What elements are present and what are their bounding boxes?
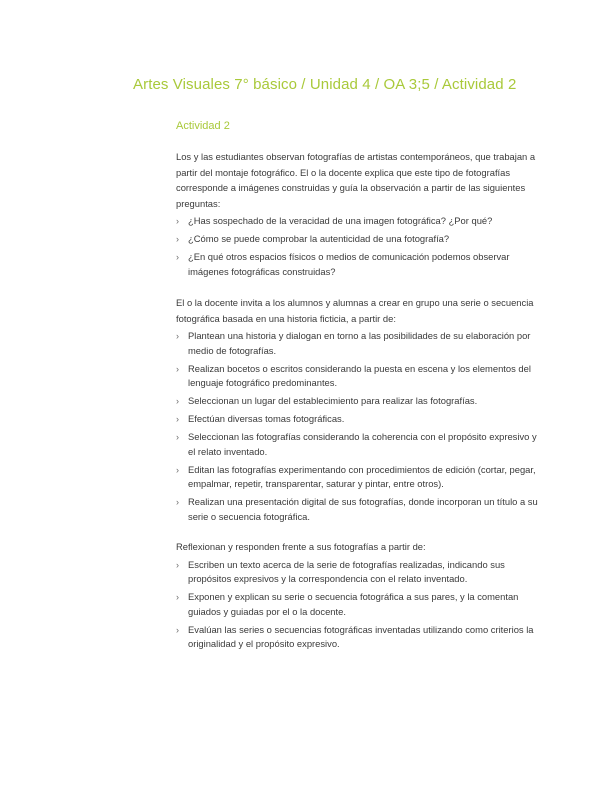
activity-content [176, 120, 546, 655]
chevron-right-icon: › [176, 331, 179, 341]
list-item: › Seleccionan las fotografías considerando la coherencia con el propósito expresivo y el relato inventado. [176, 431, 537, 457]
chevron-right-icon: › [176, 624, 179, 635]
reflect-paragraph: Reflexionan y responden frente a sus fotografías a partir de: [176, 541, 426, 552]
chevron-right-icon: › [176, 464, 179, 475]
activity-title: Actividad 2 [176, 120, 230, 132]
reflections-list [176, 558, 546, 652]
list-item: › Editan las fotografías experimentando con procedimientos de edición (cortar, pegar, empalmar, repetir, transparentar, saturar y pintar, entre otros). [176, 463, 536, 489]
list-item: › Seleccionan un lugar del establecimiento para realizar las fotografías. [176, 394, 546, 409]
intro-paragraph: Los y las estudiantes observan fotografías de artistas contemporáneos, que trabajan a partir del montaje fotográfico. El o la docente explica que este tipo de fotografías corresponde a imágenes construidas y guía la observación a partir de las siguientes preguntas: [176, 151, 536, 209]
steps-list [176, 329, 546, 524]
list-item: › ¿Has sospechado de la veracidad de una imagen fotográfica? ¿Por qué? [176, 214, 546, 229]
list-item: › Exponen y explican su serie o secuencia fotográfica a sus pares, y la comentan guiados y guiadas por el o la docente. [176, 591, 519, 617]
list-item: › Plantean una historia y dialogan en torno a las posibilidades de su elaboración por medio de fotografías. [176, 330, 531, 356]
chevron-right-icon: › [176, 252, 179, 262]
chevron-right-icon: › [176, 432, 179, 442]
questions-list [176, 214, 546, 279]
chevron-right-icon: › [176, 234, 179, 244]
chevron-right-icon: › [176, 559, 179, 570]
list-item: › ¿Cómo se puede comprobar la autenticidad de una fotografía? [176, 232, 546, 247]
chevron-right-icon: › [176, 497, 179, 507]
page-header-title: Artes Visuales 7° básico / Unidad 4 / OA 3;5 / Actividad 2 [133, 76, 517, 93]
list-item: › ¿En qué otros espacios físicos o medios de comunicación podemos observar imágenes fotográficas construidas? [176, 251, 510, 277]
chevron-right-icon: › [176, 216, 179, 226]
list-item: › Realizan bocetos o escritos considerando la puesta en escena y los elementos del lenguaje fotográfico predominantes. [176, 362, 531, 388]
list-item: › Efectúan diversas tomas fotográficas. [176, 412, 546, 427]
chevron-right-icon: › [176, 414, 179, 424]
list-item: › Realizan una presentación digital de sus fotografías, donde incorporan un título a su serie o secuencia fotográfica. [176, 496, 538, 522]
chevron-right-icon: › [176, 396, 179, 406]
invite-paragraph: El o la docente invita a los alumnos y alumnas a crear en grupo una serie o secuencia fotográfica basada en una historia ficticia, a partir de: [176, 297, 534, 324]
chevron-right-icon: › [176, 592, 179, 602]
chevron-right-icon: › [176, 363, 179, 374]
list-item: › Escriben un texto acerca de la serie de fotografías realizadas, indicando sus propósitos expresivos y la correspondencia con el relato inventado. [176, 558, 505, 584]
list-item: › Evalúan las series o secuencias fotográficas inventadas utilizando como criterios la originalidad y el propósito expresivo. [176, 623, 534, 649]
